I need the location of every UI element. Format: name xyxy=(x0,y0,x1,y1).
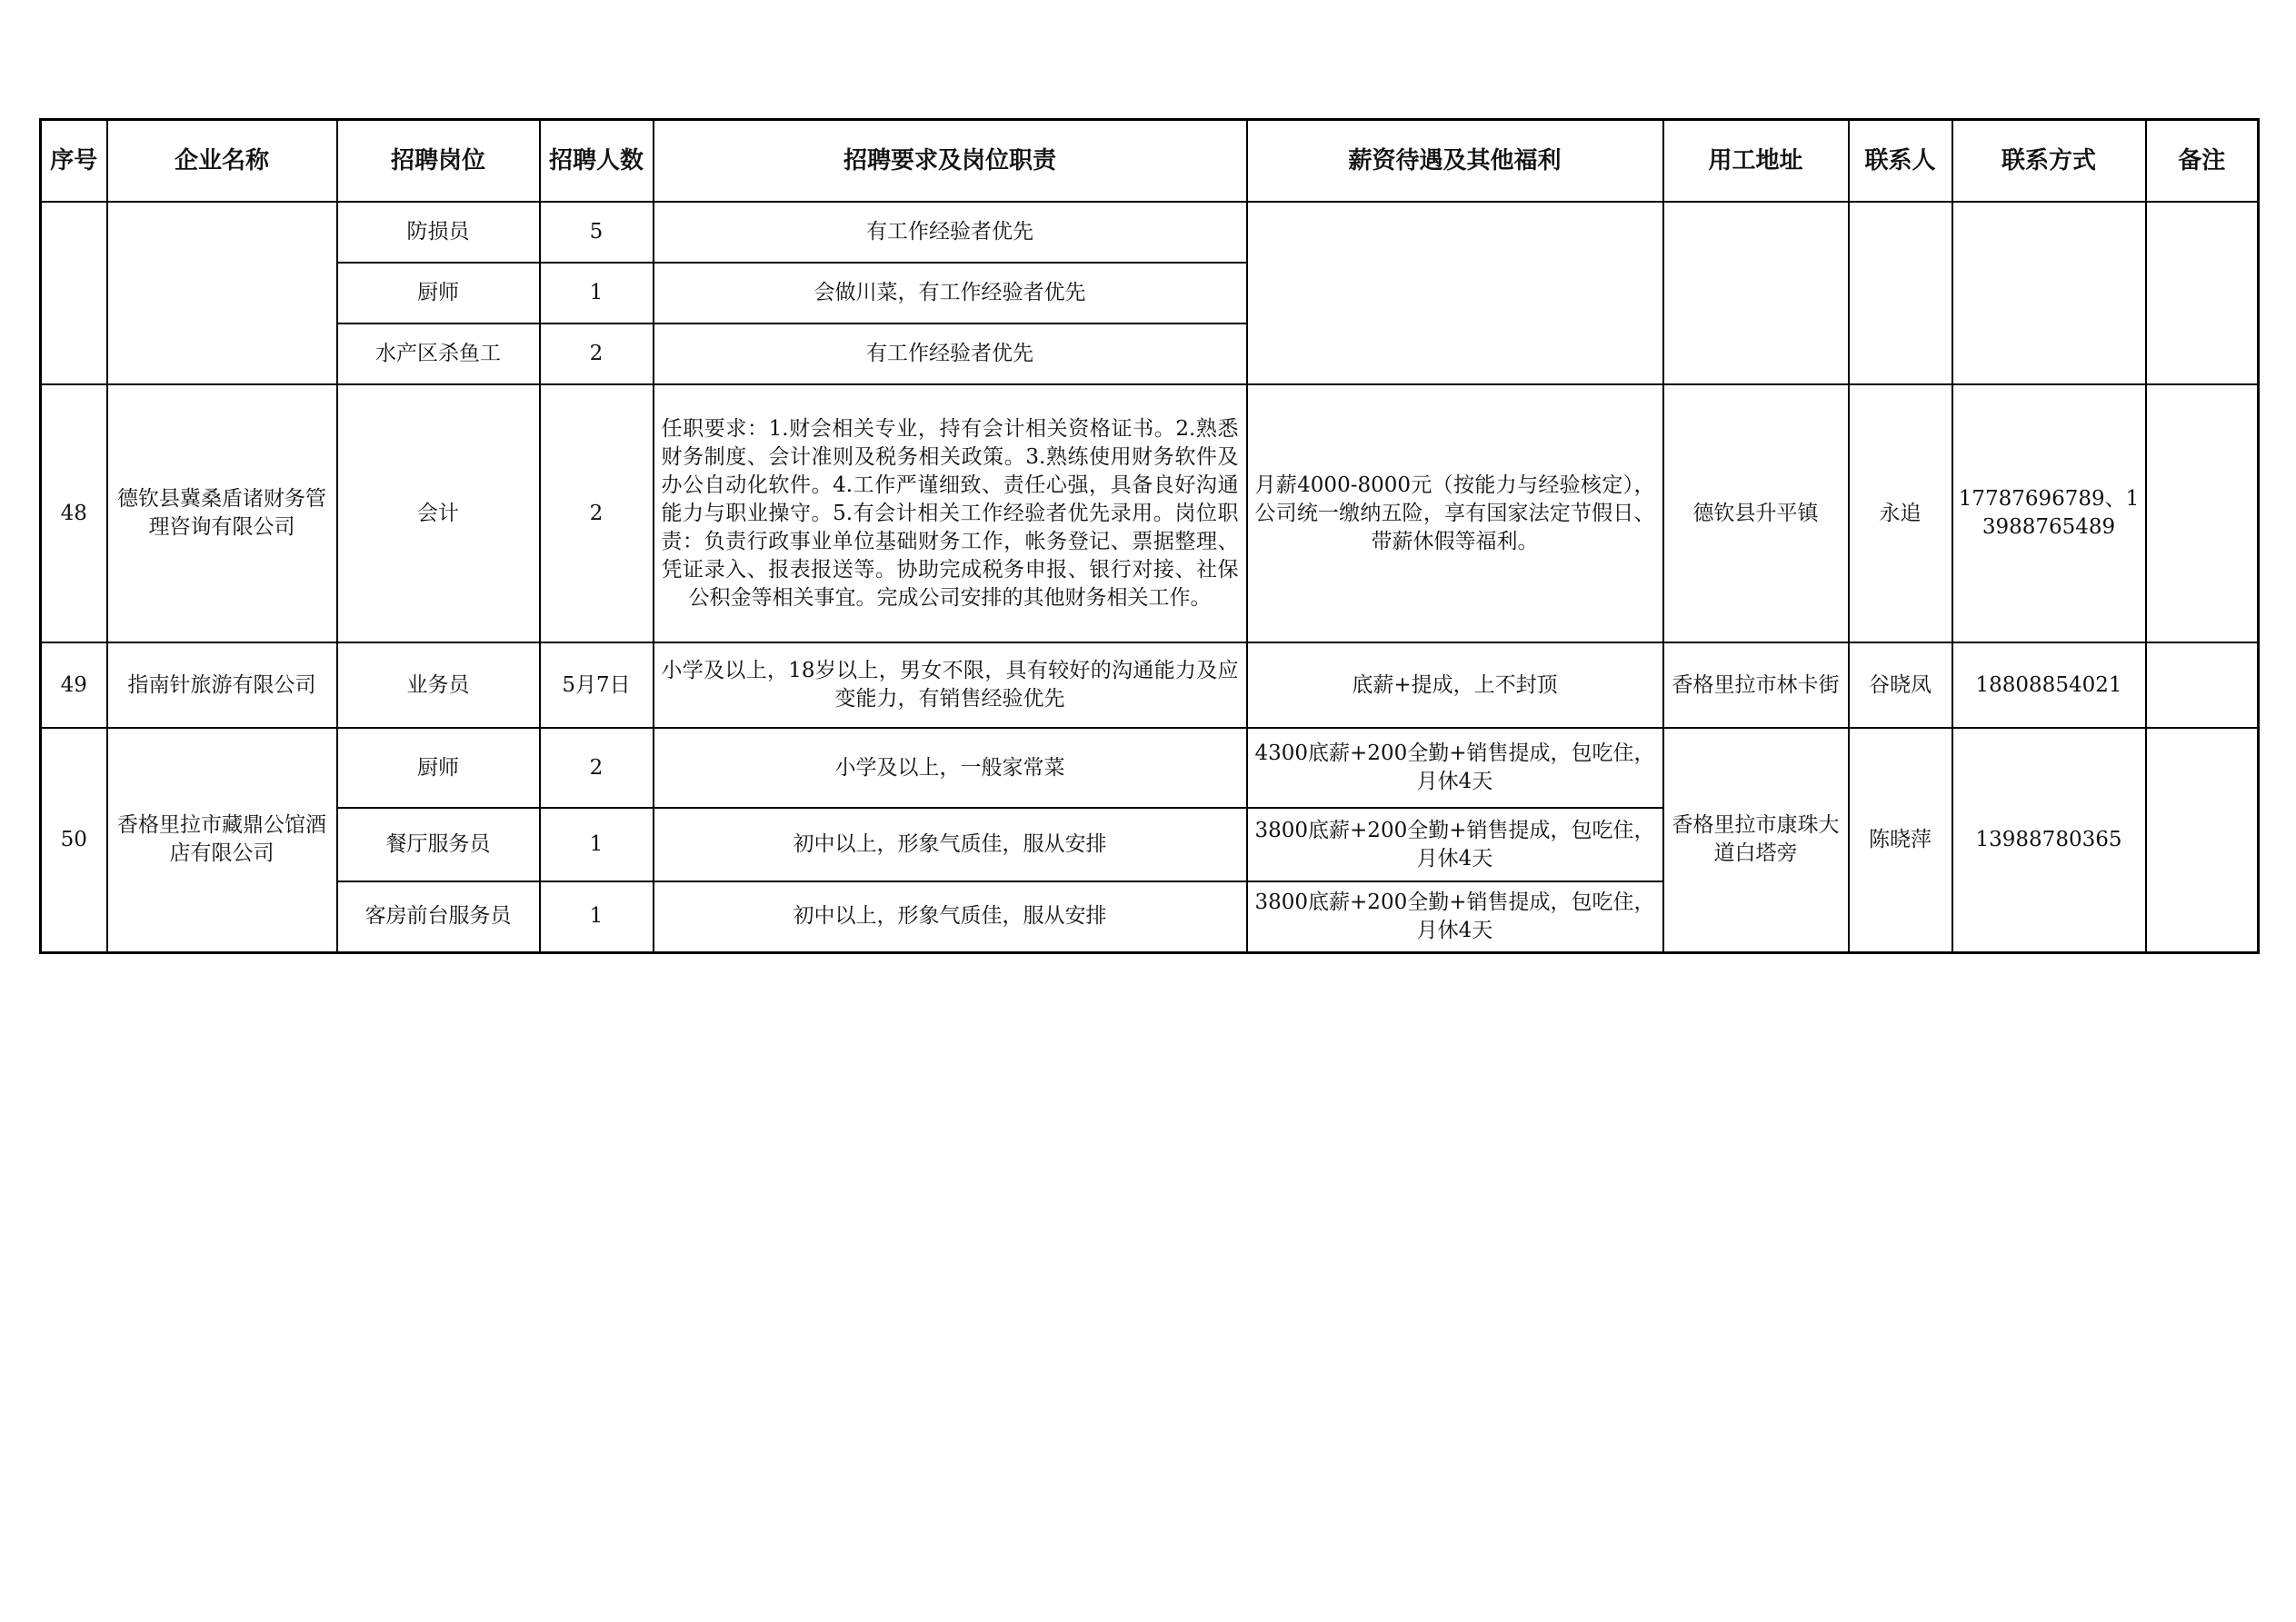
header-position: 招聘岗位 xyxy=(337,120,540,203)
cell-phone: 13988780365 xyxy=(1952,728,2146,952)
cell-position: 会计 xyxy=(337,384,540,642)
header-remark: 备注 xyxy=(2146,120,2259,203)
cell-seq: 48 xyxy=(41,384,107,642)
cell-contact xyxy=(1849,202,1952,384)
cell-count: 5 xyxy=(540,202,654,263)
header-salary: 薪资待遇及其他福利 xyxy=(1247,120,1663,203)
cell-count: 1 xyxy=(540,263,654,323)
cell-seq: 50 xyxy=(41,728,107,952)
cell-count: 2 xyxy=(540,384,654,642)
cell-requirement: 小学及以上，18岁以上，男女不限，具有较好的沟通能力及应变能力，有销售经验优先 xyxy=(654,642,1247,728)
cell-company: 德钦县冀桑盾诸财务管理咨询有限公司 xyxy=(107,384,337,642)
cell-company xyxy=(107,202,337,384)
header-row xyxy=(41,120,2259,203)
cell-count: 2 xyxy=(540,728,654,808)
cell-seq xyxy=(41,202,107,384)
cell-salary xyxy=(1247,202,1663,384)
header-count: 招聘人数 xyxy=(540,120,654,203)
header-address: 用工地址 xyxy=(1663,120,1849,203)
cell-contact: 永追 xyxy=(1849,384,1952,642)
cell-remark xyxy=(2146,384,2259,642)
cell-company: 香格里拉市藏鼎公馆酒店有限公司 xyxy=(107,728,337,952)
cell-position: 客房前台服务员 xyxy=(337,881,540,952)
cell-phone: 18808854021 xyxy=(1952,642,2146,728)
table-row xyxy=(41,642,2259,728)
cell-position: 餐厅服务员 xyxy=(337,808,540,881)
cell-requirement: 初中以上，形象气质佳，服从安排 xyxy=(654,881,1247,952)
cell-requirement: 任职要求：1.财会相关专业，持有会计相关资格证书。2.熟悉财务制度、会计准则及税务相关政策。3.熟练使用财务软件及办公自动化软件。4.工作严谨细致、责任心强，具备良好沟通能力与职业操守。5.有会计相关工作经验者优先录用。岗位职责：负责行政事业单位基础财务工作，帐务登记、票据整理、凭证录入、报表报送等。协助完成税务申报、银行对接、社保公积金等相关事宜。完成公司安排的其他财务相关工作。 xyxy=(654,384,1247,642)
header-seq: 序号 xyxy=(41,120,107,203)
cell-address: 香格里拉市林卡街 xyxy=(1663,642,1849,728)
cell-position: 厨师 xyxy=(337,263,540,323)
header-contact: 联系人 xyxy=(1849,120,1952,203)
cell-requirement: 有工作经验者优先 xyxy=(654,202,1247,263)
cell-position: 水产区杀鱼工 xyxy=(337,323,540,384)
cell-remark xyxy=(2146,728,2259,952)
cell-count: 2 xyxy=(540,323,654,384)
cell-position: 防损员 xyxy=(337,202,540,263)
cell-salary: 3800底薪+200全勤+销售提成，包吃住，月休4天 xyxy=(1247,881,1663,952)
recruitment-table xyxy=(39,118,2260,954)
cell-count: 1 xyxy=(540,881,654,952)
cell-salary: 4300底薪+200全勤+销售提成，包吃住，月休4天 xyxy=(1247,728,1663,808)
cell-salary: 3800底薪+200全勤+销售提成，包吃住，月休4天 xyxy=(1247,808,1663,881)
cell-requirement: 初中以上，形象气质佳，服从安排 xyxy=(654,808,1247,881)
header-company: 企业名称 xyxy=(107,120,337,203)
cell-contact: 谷晓凤 xyxy=(1849,642,1952,728)
cell-phone: 17787696789、13988765489 xyxy=(1952,384,2146,642)
cell-address: 德钦县升平镇 xyxy=(1663,384,1849,642)
cell-requirement: 小学及以上，一般家常菜 xyxy=(654,728,1247,808)
header-requirement: 招聘要求及岗位职责 xyxy=(654,120,1247,203)
cell-salary: 月薪4000-8000元（按能力与经验核定），公司统一缴纳五险，享有国家法定节假日、带薪休假等福利。 xyxy=(1247,384,1663,642)
cell-requirement: 会做川菜，有工作经验者优先 xyxy=(654,263,1247,323)
cell-count: 5月7日 xyxy=(540,642,654,728)
cell-phone xyxy=(1952,202,2146,384)
cell-position: 业务员 xyxy=(337,642,540,728)
cell-count: 1 xyxy=(540,808,654,881)
table-row xyxy=(41,728,2259,808)
cell-contact: 陈晓萍 xyxy=(1849,728,1952,952)
cell-address xyxy=(1663,202,1849,384)
cell-address: 香格里拉市康珠大道白塔旁 xyxy=(1663,728,1849,952)
cell-remark xyxy=(2146,642,2259,728)
table-row xyxy=(41,384,2259,642)
cell-company: 指南针旅游有限公司 xyxy=(107,642,337,728)
cell-salary: 底薪+提成，上不封顶 xyxy=(1247,642,1663,728)
cell-position: 厨师 xyxy=(337,728,540,808)
cell-remark xyxy=(2146,202,2259,384)
cell-seq: 49 xyxy=(41,642,107,728)
table-row xyxy=(41,202,2259,263)
cell-requirement: 有工作经验者优先 xyxy=(654,323,1247,384)
header-phone: 联系方式 xyxy=(1952,120,2146,203)
